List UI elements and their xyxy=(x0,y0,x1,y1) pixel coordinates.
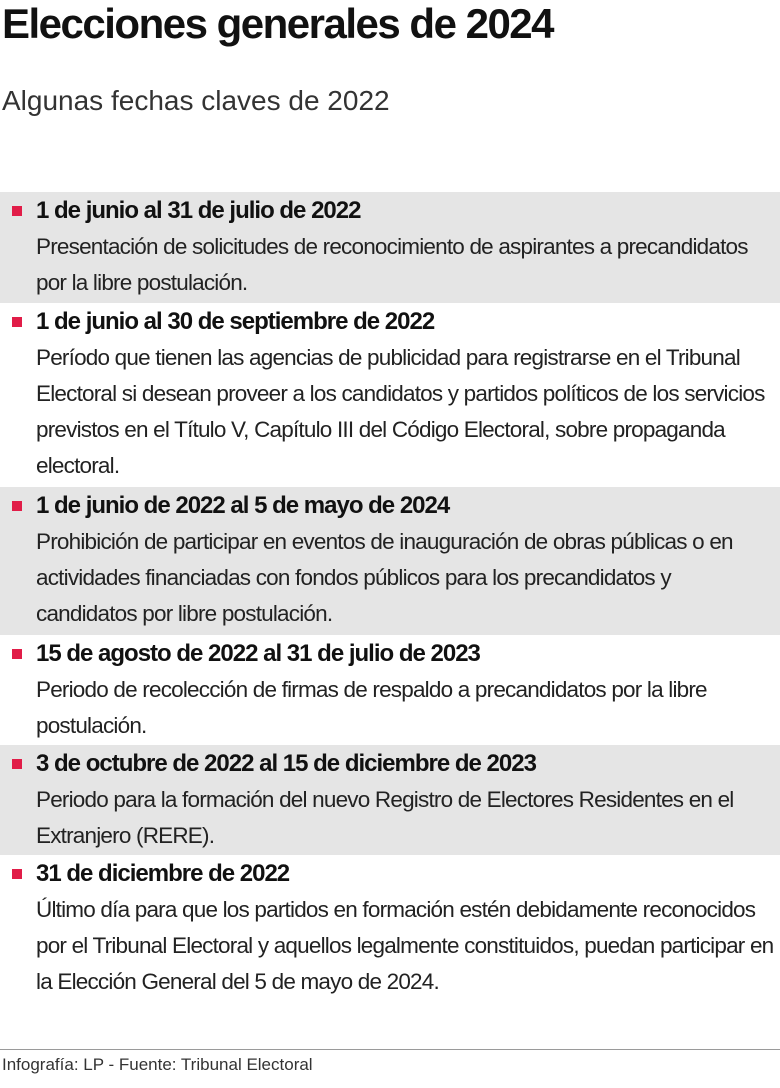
footer-divider xyxy=(0,1049,780,1050)
event-date: 15 de agosto de 2022 al 31 de julio de 2023 xyxy=(36,640,480,667)
page-subtitle: Algunas fechas claves de 2022 xyxy=(2,85,390,116)
event-item xyxy=(0,303,780,487)
source-credit: Infografía: LP - Fuente: Tribunal Electoral xyxy=(2,1055,313,1074)
bullet-square-icon xyxy=(12,206,22,216)
event-description: Último día para que los partidos en formación estén debidamente reconocidos por el Tribunal Electoral y aquellos legalmente constituidos, puedan participar en la Elección General del 5 de mayo de 2024. xyxy=(36,897,774,994)
bullet-square-icon xyxy=(12,869,22,879)
event-item xyxy=(0,635,780,745)
event-date: 1 de junio al 31 de julio de 2022 xyxy=(36,197,361,224)
event-date: 1 de junio al 30 de septiembre de 2022 xyxy=(36,308,435,335)
event-description: Prohibición de participar en eventos de inauguración de obras públicas o en actividades financiadas con fondos públicos para los precandidatos y candidatos por libre postulación. xyxy=(36,529,733,626)
event-date: 1 de junio de 2022 al 5 de mayo de 2024 xyxy=(36,492,450,519)
event-date: 31 de diciembre de 2022 xyxy=(36,860,290,887)
event-item xyxy=(0,192,780,303)
bullet-square-icon xyxy=(12,501,22,511)
bullet-square-icon xyxy=(12,649,22,659)
event-item xyxy=(0,487,780,635)
event-description: Período que tienen las agencias de publicidad para registrarse en el Tribunal Electoral si desean proveer a los candidatos y partidos políticos de los servicios previstos en el Título V, Capítulo III del Código Electoral, sobre propaganda electoral. xyxy=(36,345,765,478)
event-description: Presentación de solicitudes de reconocimiento de aspirantes a precandidatos por la libre postulación. xyxy=(36,234,748,295)
dates-list xyxy=(0,192,780,1005)
event-description: Periodo de recolección de firmas de respaldo a precandidatos por la libre postulación. xyxy=(36,677,707,738)
event-date: 3 de octubre de 2022 al 15 de diciembre de 2023 xyxy=(36,750,536,777)
page-title: Elecciones generales de 2024 xyxy=(2,0,554,47)
bullet-square-icon xyxy=(12,759,22,769)
bullet-square-icon xyxy=(12,317,22,327)
event-description: Periodo para la formación del nuevo Registro de Electores Residentes en el Extranjero (RERE). xyxy=(36,787,734,848)
event-item xyxy=(0,855,780,1005)
event-item xyxy=(0,745,780,855)
